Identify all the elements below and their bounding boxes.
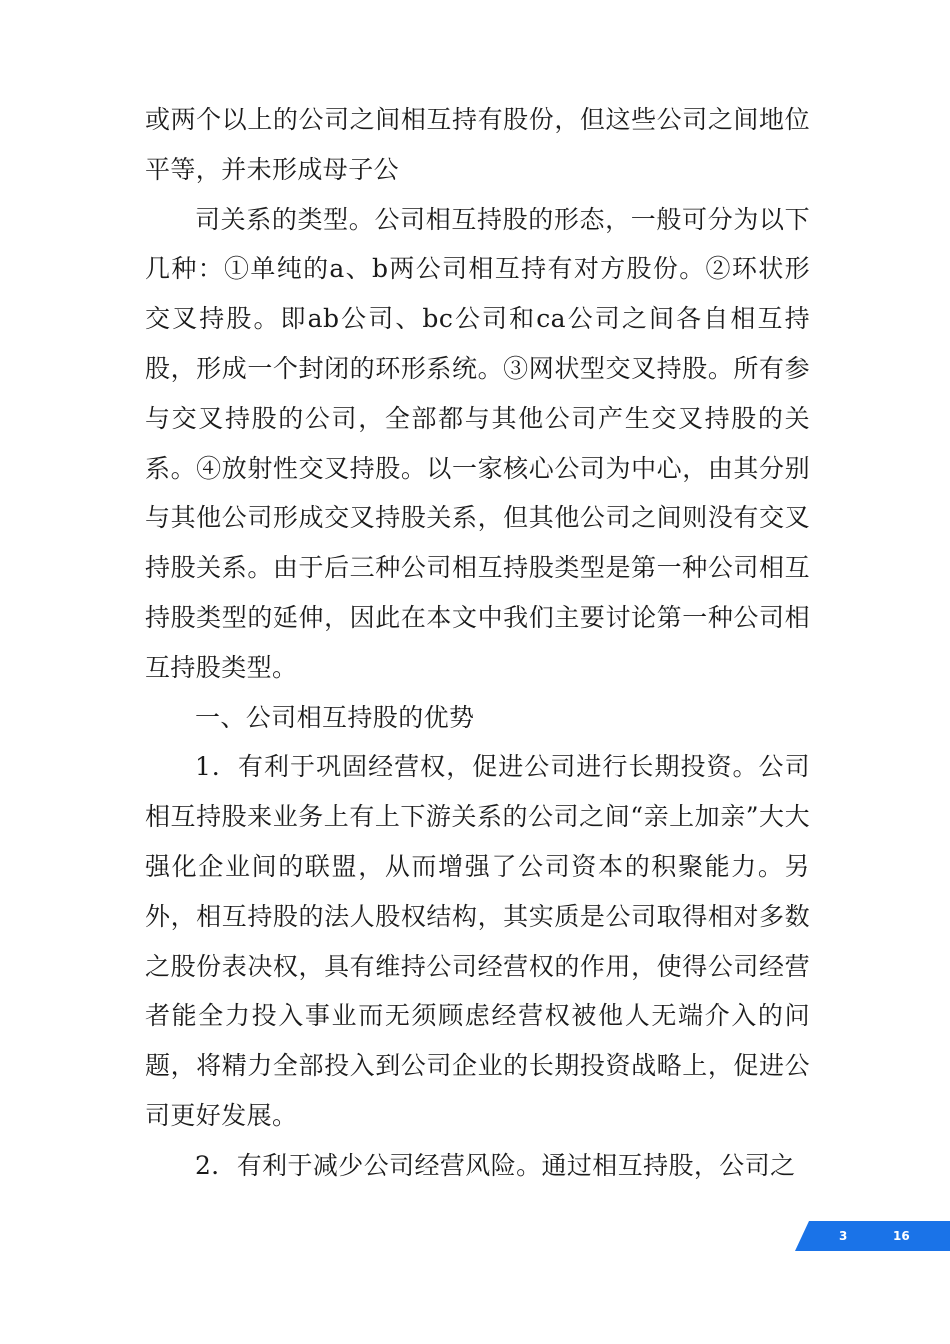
total-pages-number: 16: [893, 1229, 910, 1243]
page-indicator: [795, 1221, 950, 1251]
paragraph: 1．有利于巩固经营权，促进公司进行长期投资。公司相互持股来业务上有上下游关系的公司之间“亲上加亲”大大强化企业间的联盟，从而增强了公司资本的积聚能力。另外，相互持股的法人股权结构，其实质是公司取得相对多数之股份表决权，具有维持公司经营权的作用，使得公司经营者能全力投入事业而无须顾虑经营权被他人无端介入的问题，将精力全部投入到公司企业的长期投资战略上，促进公司更好发展。: [145, 752, 810, 1130]
paragraph: 或两个以上的公司之间相互持有股份，但这些公司之间地位平等，并未形成母子公: [145, 105, 810, 184]
paragraph: 司关系的类型。公司相互持股的形态，一般可分为以下几种：①单纯的a、b两公司相互持有对方股份。②环状形交叉持股。即ab公司、bc公司和ca公司之间各自相互持股，形成一个封闭的环形系统。③网状型交叉持股。所有参与交叉持股的公司，全部都与其他公司产生交叉持股的关系。④放射性交叉持股。以一家核心公司为中心，由其分别与其他公司形成交叉持股关系，但其他公司之间则没有交叉持股关系。由于后三种公司相互持股类型是第一种公司相互持股类型的延伸，因此在本文中我们主要讨论第一种公司相互持股类型。: [145, 204, 810, 682]
page-indicator-banner: [795, 1221, 950, 1251]
paragraph: 2．有利于减少公司经营风险。通过相互持股，公司之: [195, 1150, 796, 1180]
current-page-number: 3: [839, 1229, 848, 1243]
section-heading: 一、公司相互持股的优势: [195, 702, 475, 732]
document-body: [145, 95, 810, 1191]
